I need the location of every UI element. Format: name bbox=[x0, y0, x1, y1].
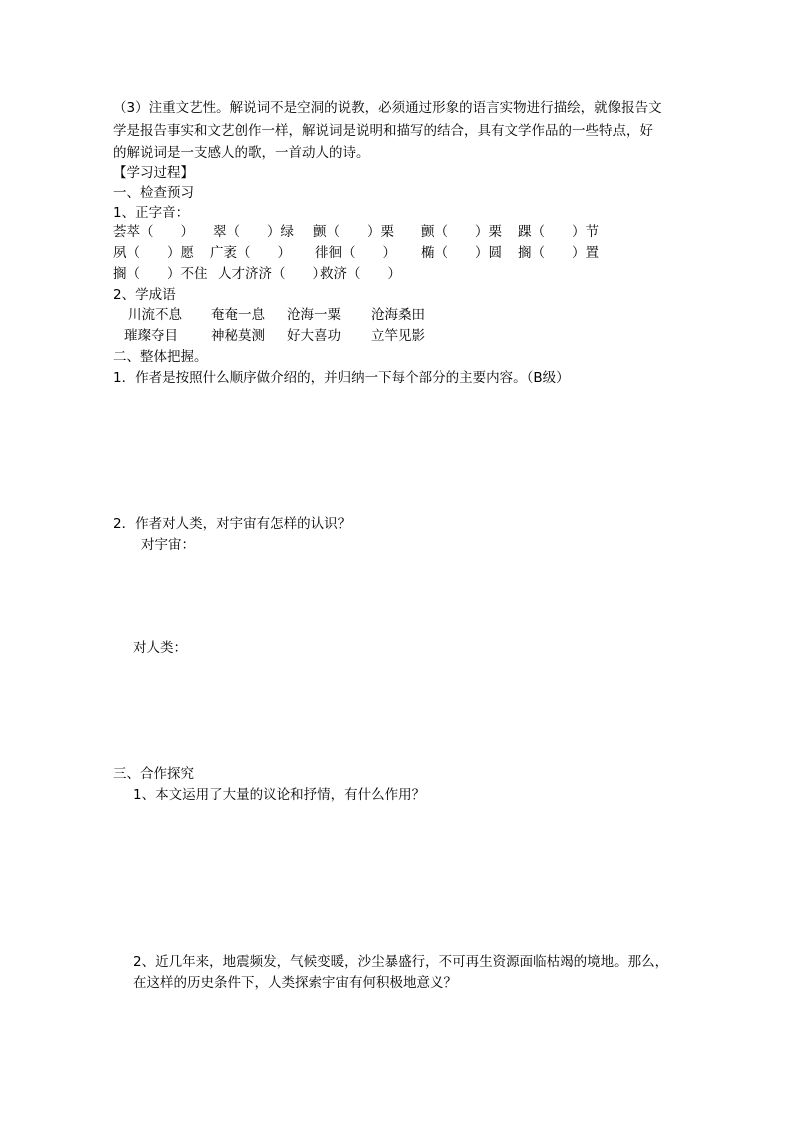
pronunciation-item: 广袤（ ） bbox=[210, 245, 291, 261]
pronunciation-item: 踝（ ）节 bbox=[518, 224, 599, 240]
intro-line-2: 学是报告事实和文艺创作一样，解说词是说明和描写的结合，具有文学作品的一些特点，好 bbox=[113, 123, 653, 139]
question-2-2: 2．作者对人类，对宇宙有怎样的认识？ bbox=[113, 516, 352, 532]
question-2-1: 1．作者是按照什么顺序做介绍的，并归纳一下每个部分的主要内容。（B级） bbox=[113, 370, 570, 386]
pronunciation-item: 徘徊（ ） bbox=[315, 245, 396, 261]
idiom-item: 沧海一粟 bbox=[287, 307, 341, 323]
pronunciation-item: 翠（ ）绿 bbox=[213, 224, 294, 240]
idiom-item: 神秘莫测 bbox=[211, 328, 265, 344]
section-1-title: 一、检查预习 bbox=[113, 185, 194, 201]
idiom-item: 璀璨夺目 bbox=[124, 328, 178, 344]
idiom-item: 奄奄一息 bbox=[211, 307, 265, 323]
section-3-title: 三、合作探究 bbox=[113, 766, 194, 782]
pronunciation-item: 颤（ ）栗 bbox=[313, 224, 394, 240]
intro-line-1: （3）注重文艺性。解说词不是空洞的说教，必须通过形象的语言实物进行描绘，就像报告文 bbox=[113, 100, 662, 116]
pronunciation-label: 1、正字音： bbox=[113, 205, 190, 221]
idioms-label: 2、学成语 bbox=[113, 287, 176, 303]
universe-label: 对宇宙： bbox=[141, 537, 195, 553]
pronunciation-item: 夙（ ）愿 bbox=[113, 245, 194, 261]
pronunciation-item: 搁（ ）置 bbox=[518, 245, 599, 261]
pronunciation-item: 人才济济（ ） bbox=[218, 266, 326, 282]
pronunciation-item: 搁（ ）不住 bbox=[113, 266, 208, 282]
intro-line-3: 的解说词是一支感人的歌，一首动人的诗。 bbox=[113, 145, 370, 161]
question-3-2-line-2: 在这样的历史条件下，人类探索宇宙有何积极地意义？ bbox=[133, 975, 457, 991]
section-2-title: 二、整体把握。 bbox=[113, 349, 208, 365]
question-3-2-line-1: 2、近几年来，地震频发，气候变暖，沙尘暴盛行，不可再生资源面临枯竭的境地。那么， bbox=[133, 954, 669, 970]
idiom-item: 好大喜功 bbox=[287, 328, 341, 344]
human-label: 对人类： bbox=[133, 640, 187, 656]
pronunciation-item: 救济（ ） bbox=[320, 266, 401, 282]
idiom-item: 立竿见影 bbox=[371, 328, 425, 344]
idiom-item: 川流不息 bbox=[128, 307, 182, 323]
pronunciation-item: 颤（ ）栗 bbox=[421, 224, 502, 240]
question-3-1: 1、本文运用了大量的议论和抒情，有什么作用？ bbox=[133, 787, 426, 803]
idiom-item: 沧海桑田 bbox=[371, 307, 425, 323]
learning-process-heading: 【学习过程】 bbox=[113, 165, 194, 181]
pronunciation-item: 椭（ ）圆 bbox=[421, 245, 502, 261]
pronunciation-item: 荟萃（ ） bbox=[113, 224, 194, 240]
